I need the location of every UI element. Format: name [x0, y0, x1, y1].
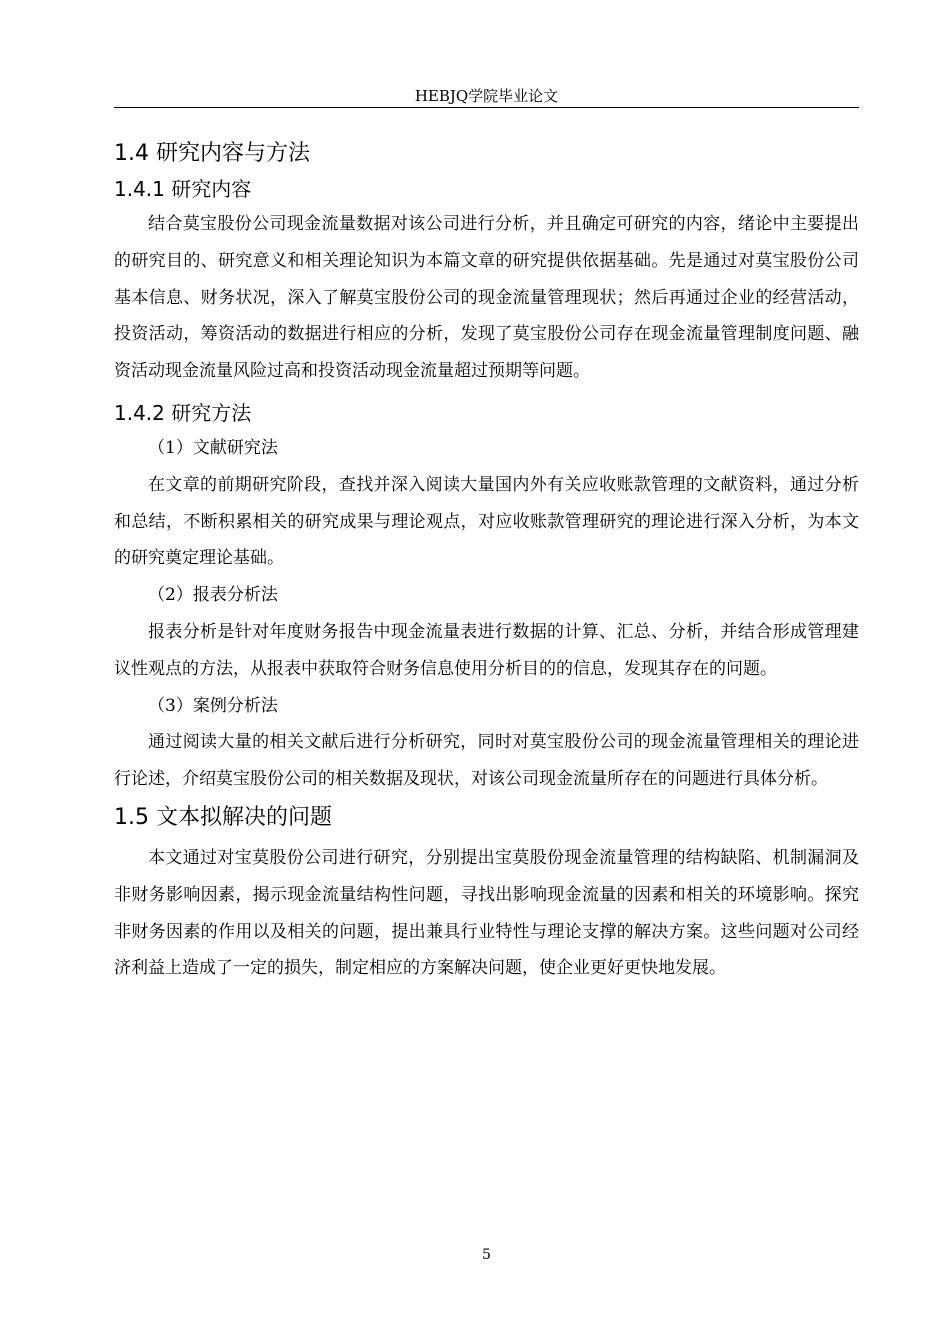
section-heading-1-4: 1.4 研究内容与方法: [114, 141, 310, 166]
method-1-paragraph: 在文章的前期研究阶段，查找并深入阅读大量国内外有关应收账款管理的文献资料，通过分析和总结，不断积累相关的研究成果与理论观点，对应收账款管理研究的理论进行深入分析，为本文的研究奠定理论基础。: [114, 474, 859, 569]
method-1-label: （1）文献研究法: [148, 437, 278, 458]
method-3-paragraph: 通过阅读大量的相关文献后进行分析研究，同时对莫宝股份公司的现金流量管理相关的理论进行论述，介绍莫宝股份公司的相关数据及现状，对该公司现金流量所存在的问题进行具体分析。: [114, 732, 859, 790]
research-content-paragraph: 结合莫宝股份公司现金流量数据对该公司进行分析，并且确定可研究的内容，绪论中主要提出的研究目的、研究意义和相关理论知识为本篇文章的研究提供依据基础。先是通过对莫宝股份公司基本信息、财务状况，深入了解莫宝股份公司的现金流量管理现状；然后再通过企业的经营活动，投资活动，筹资活动的数据进行相应的分析，发现了莫宝股份公司存在现金流量管理制度问题、融资活动现金流量风险过高和投资活动现金流量超过预期等问题。: [114, 214, 859, 382]
section-heading-1-5: 1.5 文本拟解决的问题: [114, 804, 332, 830]
page-header-title: HEBJQ学院毕业论文: [414, 87, 559, 105]
subsection-heading-1-4-2: 1.4.2 研究方法: [114, 400, 252, 425]
method-2-paragraph: 报表分析是针对年度财务报告中现金流量表进行数据的计算、汇总、分析，并结合形成管理建议性观点的方法，从报表中获取符合财务信息使用分析目的的信息，发现其存在的问题。: [114, 621, 859, 679]
page-number: 5: [482, 1247, 491, 1263]
header-divider: [114, 107, 859, 108]
problems-paragraph: 本文通过对宝莫股份公司进行研究，分别提出宝莫股份现金流量管理的结构缺陷、机制漏洞及非财务影响因素，揭示现金流量结构性问题，寻找出影响现金流量的因素和相关的环境影响。探究非财务因素的作用以及相关的问题，提出兼具行业特性与理论支撑的解决方案。这些问题对公司经济利益上造成了一定的损失，制定相应的方案解决问题，使企业更好更快地发展。: [114, 847, 859, 979]
page-content: [114, 132, 859, 987]
method-3-label: （3）案例分析法: [148, 695, 278, 716]
subsection-heading-1-4-1: 1.4.1 研究内容: [114, 177, 252, 201]
method-2-label: （2）报表分析法: [148, 585, 278, 606]
